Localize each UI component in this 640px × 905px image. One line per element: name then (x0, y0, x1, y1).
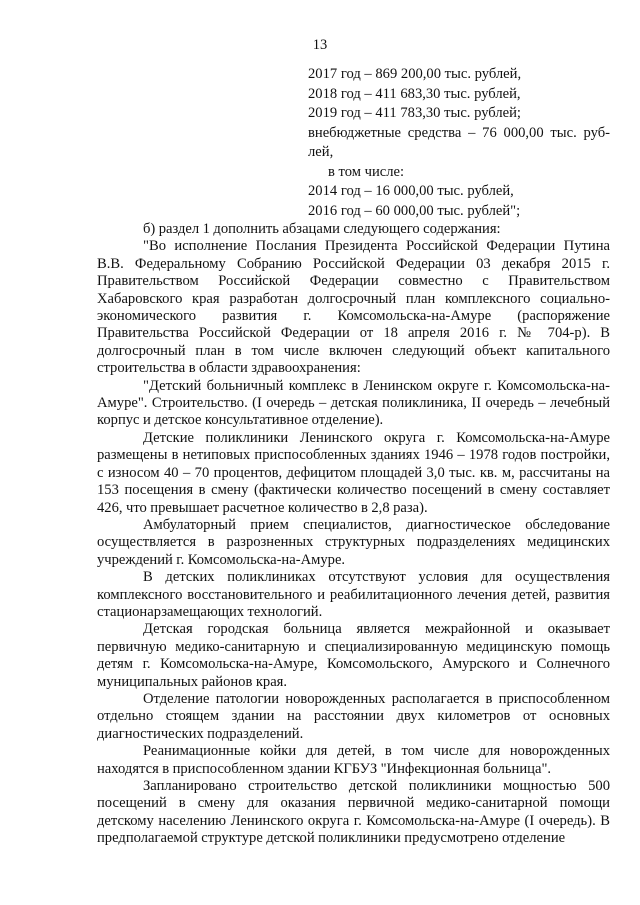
paragraph-hospital-complex: "Детский больничный комплекс в Ленинском округе г. Комсомольска-на-Амуре". Строительство. (I очередь – детская поликлиника, II очередь – лечебный корпус и детское консультативное отделение). (97, 377, 610, 429)
financing-line-2018: 2018 год – 411 683,30 тыс. рублей, (308, 85, 521, 102)
paragraph-planned-construction: Запланировано строительство детской поликлиники мощностью 500 посещений в смену для оказания первичной медико-санитарной помощи детскому населению Ленинского округа г. Комсомольска-на-Амуре (I очередь). В предполагаемой структуре детской поликлиники предусмотрено отделение (97, 778, 610, 847)
paragraph-intensive-care: Реанимационные койки для детей, в том числе для новорожденных находятся в приспособленном здании КГБУЗ "Инфекционная больница". (97, 743, 610, 777)
financing-line-2019: 2019 год – 411 783,30 тыс. рублей; (308, 105, 521, 121)
paragraph-newborn-pathology: Отделение патологии новорожденных располагается в приспособленном отдельно стоящем здании на расстоянии двух километров от основных диагностических подразделений. (97, 690, 610, 742)
financing-line-extrabudget: внебюджетные средства – 76 000,00 тыс. руб-лей, (308, 124, 610, 160)
paragraph-rehabilitation: В детских поликлиниках отсутствуют условия для осуществления комплексного восстановительного и реабилитационного лечения детей, развития стационарзамещающих технологий. (97, 569, 610, 620)
paragraph-section-amendment: б) раздел 1 дополнить абзацами следующего содержания: (143, 221, 501, 237)
paragraph-clinics-condition: Детские поликлиники Ленинского округа г. Комсомольска-на-Амуре размещены в нетиповых приспособленных зданиях 1946 – 1978 годов постройки, с износом 40 – 70 процентов, дефицитом площадей 3,0 тыс. кв. м, рассчитаны на 153 посещения в смену (фактически количество посещений в смену составляет 426, что превышает расчетное количество в 2,8 раза). (97, 429, 610, 516)
financing-line-2014: 2014 год – 16 000,00 тыс. рублей, (308, 183, 514, 199)
document-body (97, 221, 610, 848)
financing-line-2017: 2017 год – 869 200,00 тыс. рублей, (308, 66, 522, 82)
paragraph-presidential-address: "Во исполнение Послания Президента Российской Федерации Путина В.В. Федеральному Собранию Российской Федерации 03 декабря 2015 г. Правительством Российской Федерации совместно с Правительством Хабаровского края разработан долгосрочный план комплексного социально-экономического развития г. Комсомольска-на-Амуре (распоряжение Правительства Российской Федерации от 18 апреля 2016 г. № 704-р). В долгосрочный план в том числе включен следующий объект капитального строительства в области здравоохранения: (97, 238, 610, 377)
financing-block (308, 65, 610, 221)
paragraph-city-hospital: Детская городская больница является межрайонной и оказывает первичную медико-санитарную и специализированную медицинскую помощь детям г. Комсомольска-на-Амуре, Комсомольского, Амурского и Солнечного муниципальных районов края. (97, 621, 610, 690)
financing-line-2016: 2016 год – 60 000,00 тыс. рублей"; (308, 202, 521, 219)
page-number: 13 (312, 37, 328, 53)
financing-line-including: в том числе: (328, 163, 405, 180)
paragraph-outpatient: Амбулаторный прием специалистов, диагностическое обследование осуществляется в разрозненных структурных подразделениях медицинских учреждений г. Комсомольска-на-Амуре. (97, 516, 610, 568)
